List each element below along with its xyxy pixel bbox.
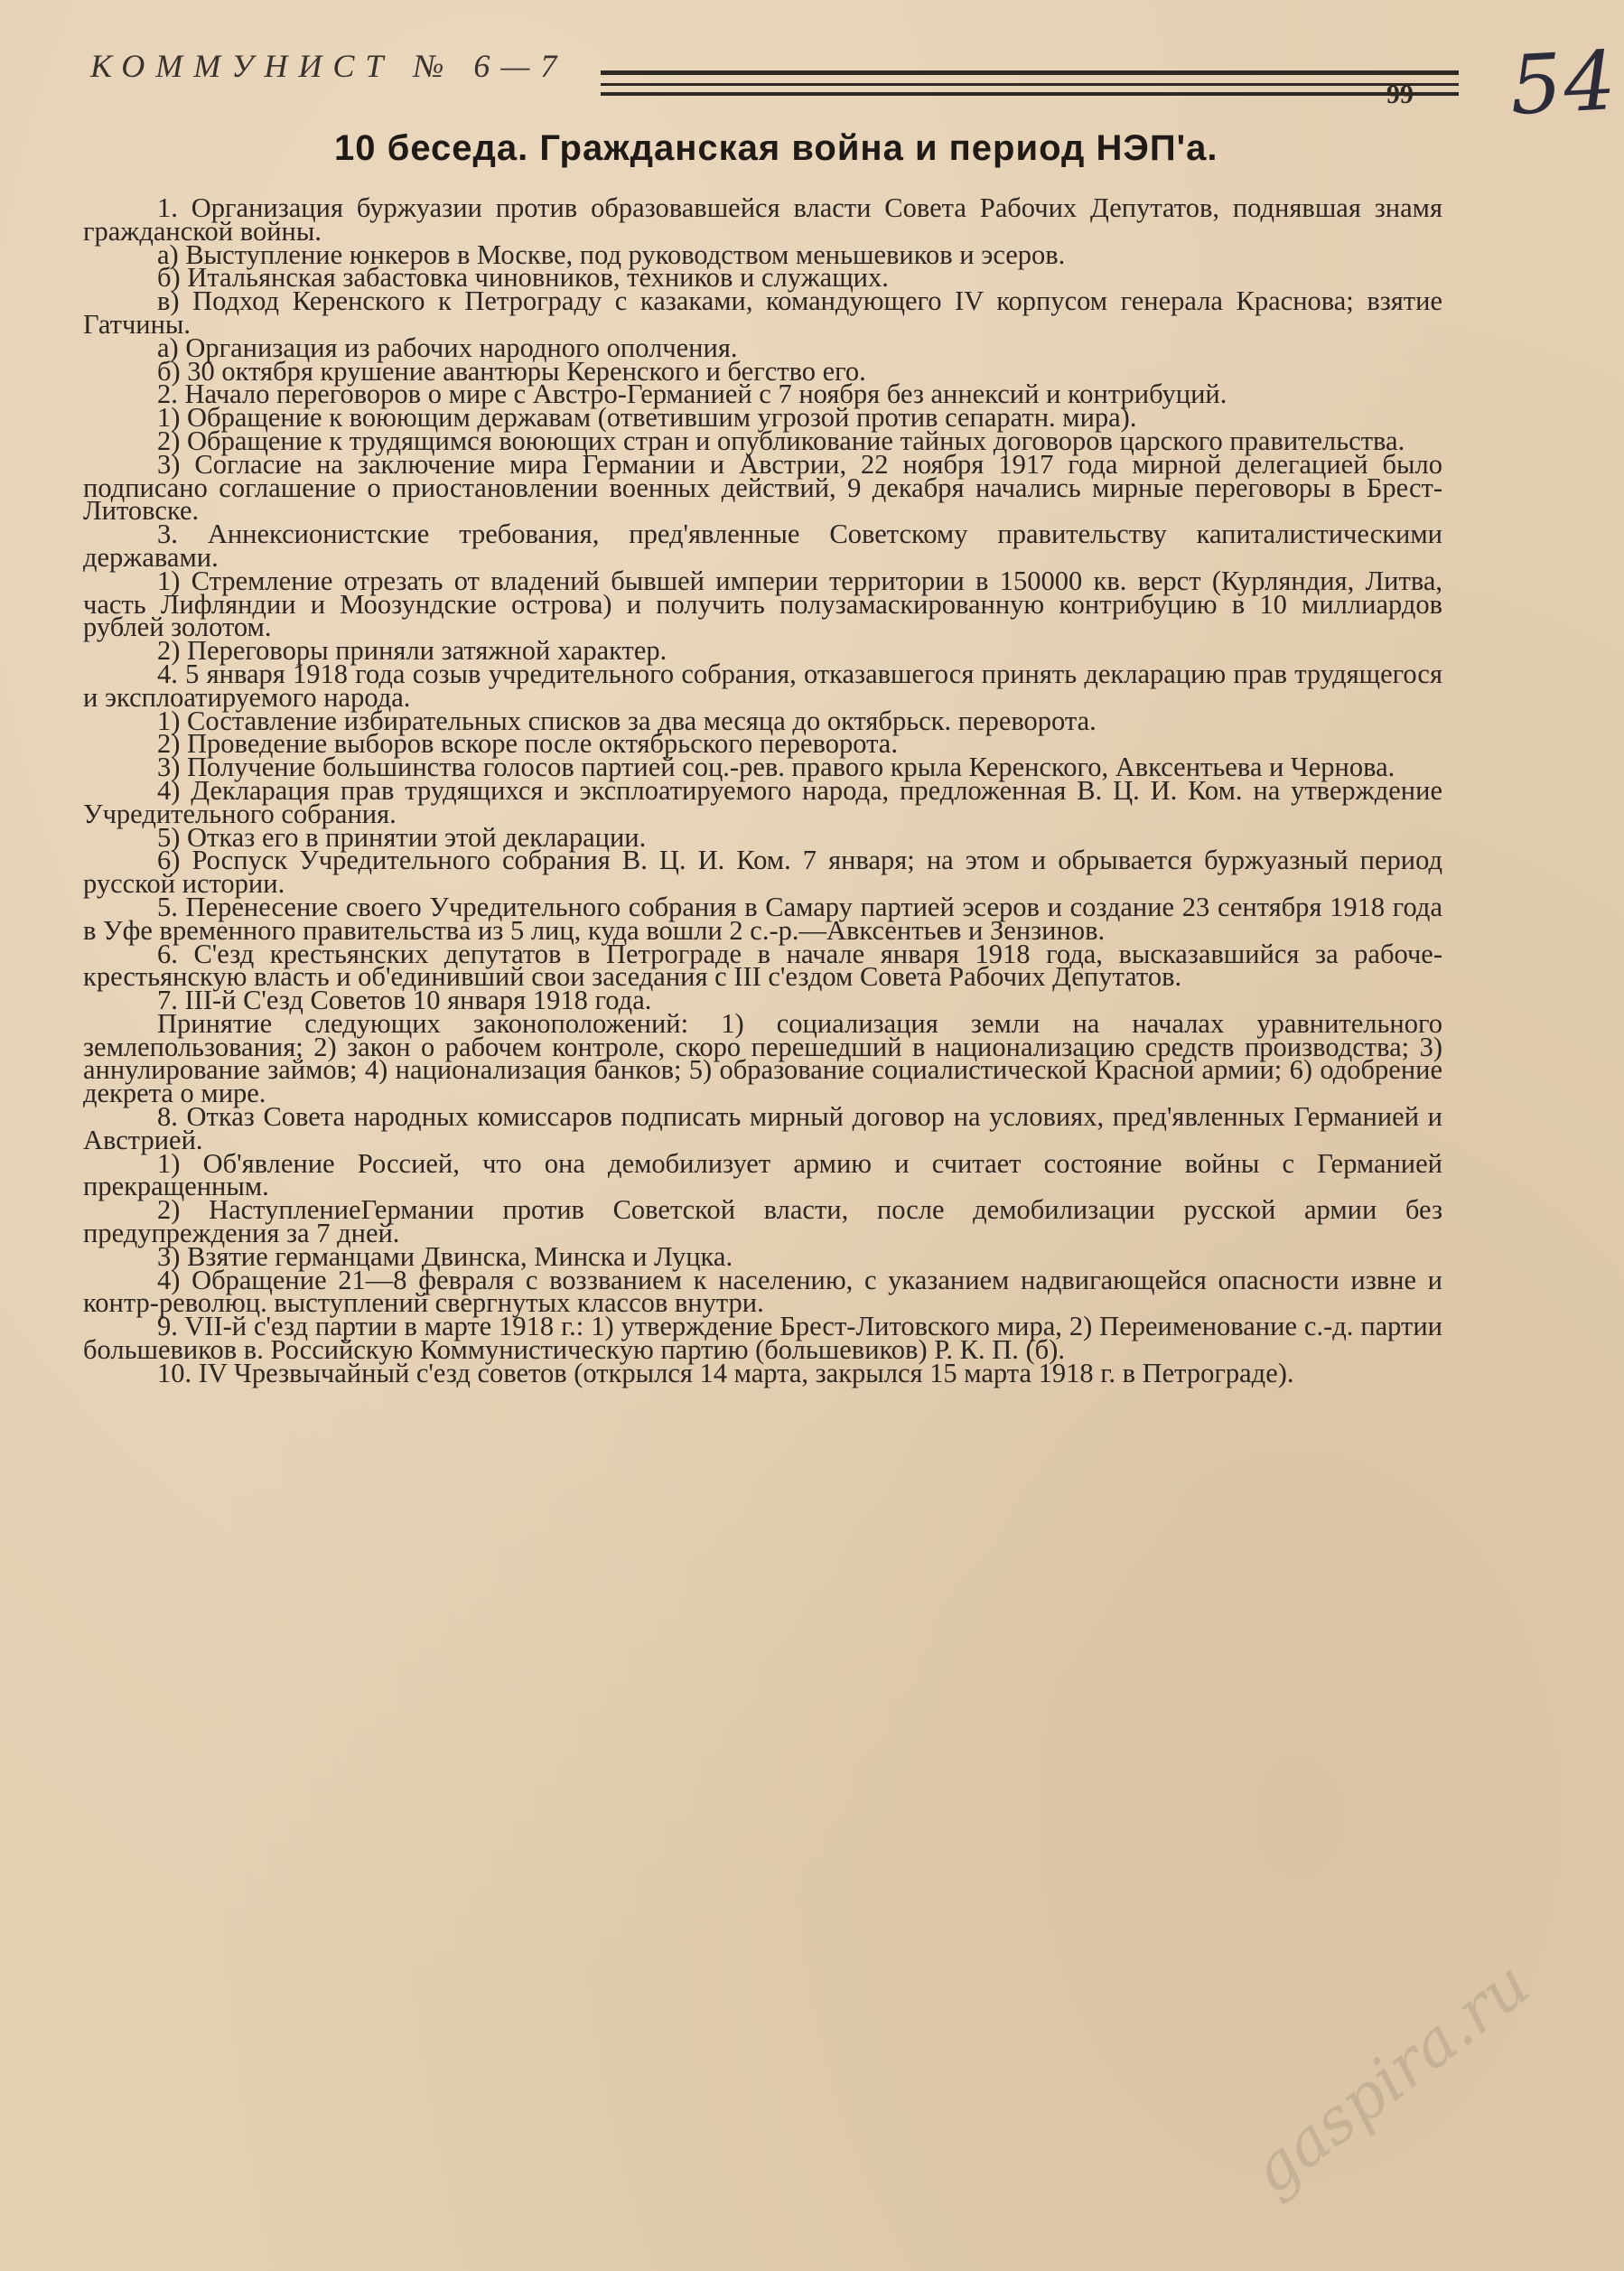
paragraph: 8. Отказ Совета народных комиссаров подписать мирный договор на условиях, пред'явленных Германией и Австрией. [83, 1101, 1442, 1155]
paragraph: б) 30 октября крушение авантюры Керенского и бегство его. [157, 355, 866, 387]
paragraph: 1) Составление избирательных списков за два месяца до октябрьск. переворота. [157, 705, 1097, 736]
watermark: gaspira.ru [1237, 1946, 1544, 2209]
paragraph: 6. С'езд крестьянских депутатов в Петрограде в начале января 1918 года, высказавшийся за рабоче- крестьянскую власть и об'единивший свои заседания с III с'ездом Совета Рабочих Депутатов. [83, 938, 1442, 993]
journal-title: КОММУНИСТ № 6—7 [90, 48, 568, 84]
header-rule [601, 83, 1459, 86]
handwritten-number: 54 [1507, 33, 1620, 135]
paragraph: 4) Декларация прав трудящихся и эксплоатируемого народа, предложенная В. Ц. И. Ком. на утверждение Учредительного собрания. [83, 774, 1442, 829]
paragraph: 1) Обращение к воюющим державам (ответившим угрозой против сепаратн. мира). [157, 402, 1137, 434]
paragraph: 3. Аннексионистские требования, пред'явленные Советскому правительству капиталистическими державами. [83, 519, 1442, 573]
header-rule [601, 70, 1459, 75]
paragraph: 7. III-й С'езд Советов 10 января 1918 года. [157, 985, 652, 1016]
paragraph: 1) Об'явление Россией, что она демобилизует армию и считает состояние войны с Германией прекращенным. [83, 1147, 1442, 1202]
paragraph: 5) Отказ его в принятии этой декларации. [157, 821, 647, 853]
paragraph: 1) Стремление отрезать от владений бывшей империи территории в 150000 кв. верст (Курляндия, Литва, часть Лифляндии и Моозундские острова) и получить полузамаскированную контрибуцию в 10 миллиардов рублей золотом. [83, 565, 1442, 643]
paragraph: Принятие следующих законоположений: 1) социализация земли на началах уравнительного землепользования; 2) закон о рабочем контроле, скоро перешедший в национализацию средств производства; 3) аннулирование займов; 4) национализация банков; 5) образование социалистической Красной армии; 6) одобрение декрета о мире. [83, 1007, 1442, 1109]
paragraph: а) Организация из рабочих народного ополчения. [157, 332, 738, 363]
page-header [90, 43, 1445, 116]
body-text [83, 192, 1442, 1388]
paragraph: 4. 5 января 1918 года созыв учредительного собрания, отказавшегося принять декларацию прав трудящегося и эксплоатируемого народа. [83, 658, 1442, 713]
paragraph: 3) Получение большинства голосов партией соц.-рев. правого крыла Керенского, Авксентьева и Чернова. [157, 752, 1395, 783]
paragraph: 2) Обращение к трудящимся воюющих стран и опубликование тайных договоров царского правительства. [157, 425, 1405, 456]
paragraph: 3) Взятие германцами Двинска, Минска и Луцка. [157, 1240, 733, 1272]
paragraph: в) Подход Керенского к Петрограду с казаками, командующего IV корпусом генерала Краснова; взятие Гатчины. [83, 285, 1442, 340]
paragraph: 2) Проведение выборов вскоре после октябрьского переворота. [157, 728, 898, 760]
page-number: 99 [1386, 79, 1414, 109]
paragraph: 2) НаступлениеГермании против Советской власти, после демобилизации русской армии без предупреждения за 7 дней. [83, 1194, 1442, 1249]
paragraph: а) Выступление юнкеров в Москве, под руководством меньшевиков и эсеров. [157, 238, 1066, 270]
paragraph: 6) Роспуск Учредительного собрания В. Ц. И. Ком. 7 января; на этом и обрывается буржуазный период русской истории. [83, 845, 1442, 900]
paragraph: 1. Организация буржуазии против образовавшейся власти Совета Рабочих Депутатов, поднявшая знамя гражданской войны. [83, 192, 1442, 247]
paragraph: 3) Согласие на заключение мира Германии и Австрии, 22 ноября 1917 года мирной делегацией было подписано соглашение о приостановлении военных действий, 9 декабря начались мирные переговоры в Брест-Литовске. [83, 448, 1442, 527]
paragraph: 10. IV Чрезвычайный с'езд советов (открылся 14 марта, закрылся 15 марта 1918 г. в Петрограде). [157, 1357, 1294, 1388]
header-rule [601, 92, 1459, 96]
paragraph: б) Итальянская забастовка чиновников, техников и служащих. [157, 262, 889, 294]
paragraph: 2) Переговоры приняли затяжной характер. [157, 635, 667, 667]
paragraph: 9. VII-й с'езд партии в марте 1918 г.: 1) утверждение Брест-Литовского мира, 2) Переименование с.-д. партии большевиков в. Российскую Коммунистическую партию (большевиков) Р. К. П. (б). [83, 1311, 1442, 1366]
paragraph: 2. Начало переговоров о мире с Австро-Германией с 7 ноября без аннексий и контрибуций. [157, 378, 1227, 410]
section-title: 10 беседа. Гражданская война и период НЭП'а. [334, 128, 1218, 168]
paragraph: 5. Перенесение своего Учредительного собрания в Самару партией эсеров и создание 23 сентября 1918 года в Уфе временного правительства из 5 лиц, куда вошли 2 с.-р.—Авксентьев и Зензинов. [83, 891, 1442, 946]
paragraph: 4) Обращение 21—8 февраля с воззванием к населению, с указанием надвигающейся опасности извне и контр-революц. выступлений свергнутых классов внутри. [83, 1264, 1442, 1319]
